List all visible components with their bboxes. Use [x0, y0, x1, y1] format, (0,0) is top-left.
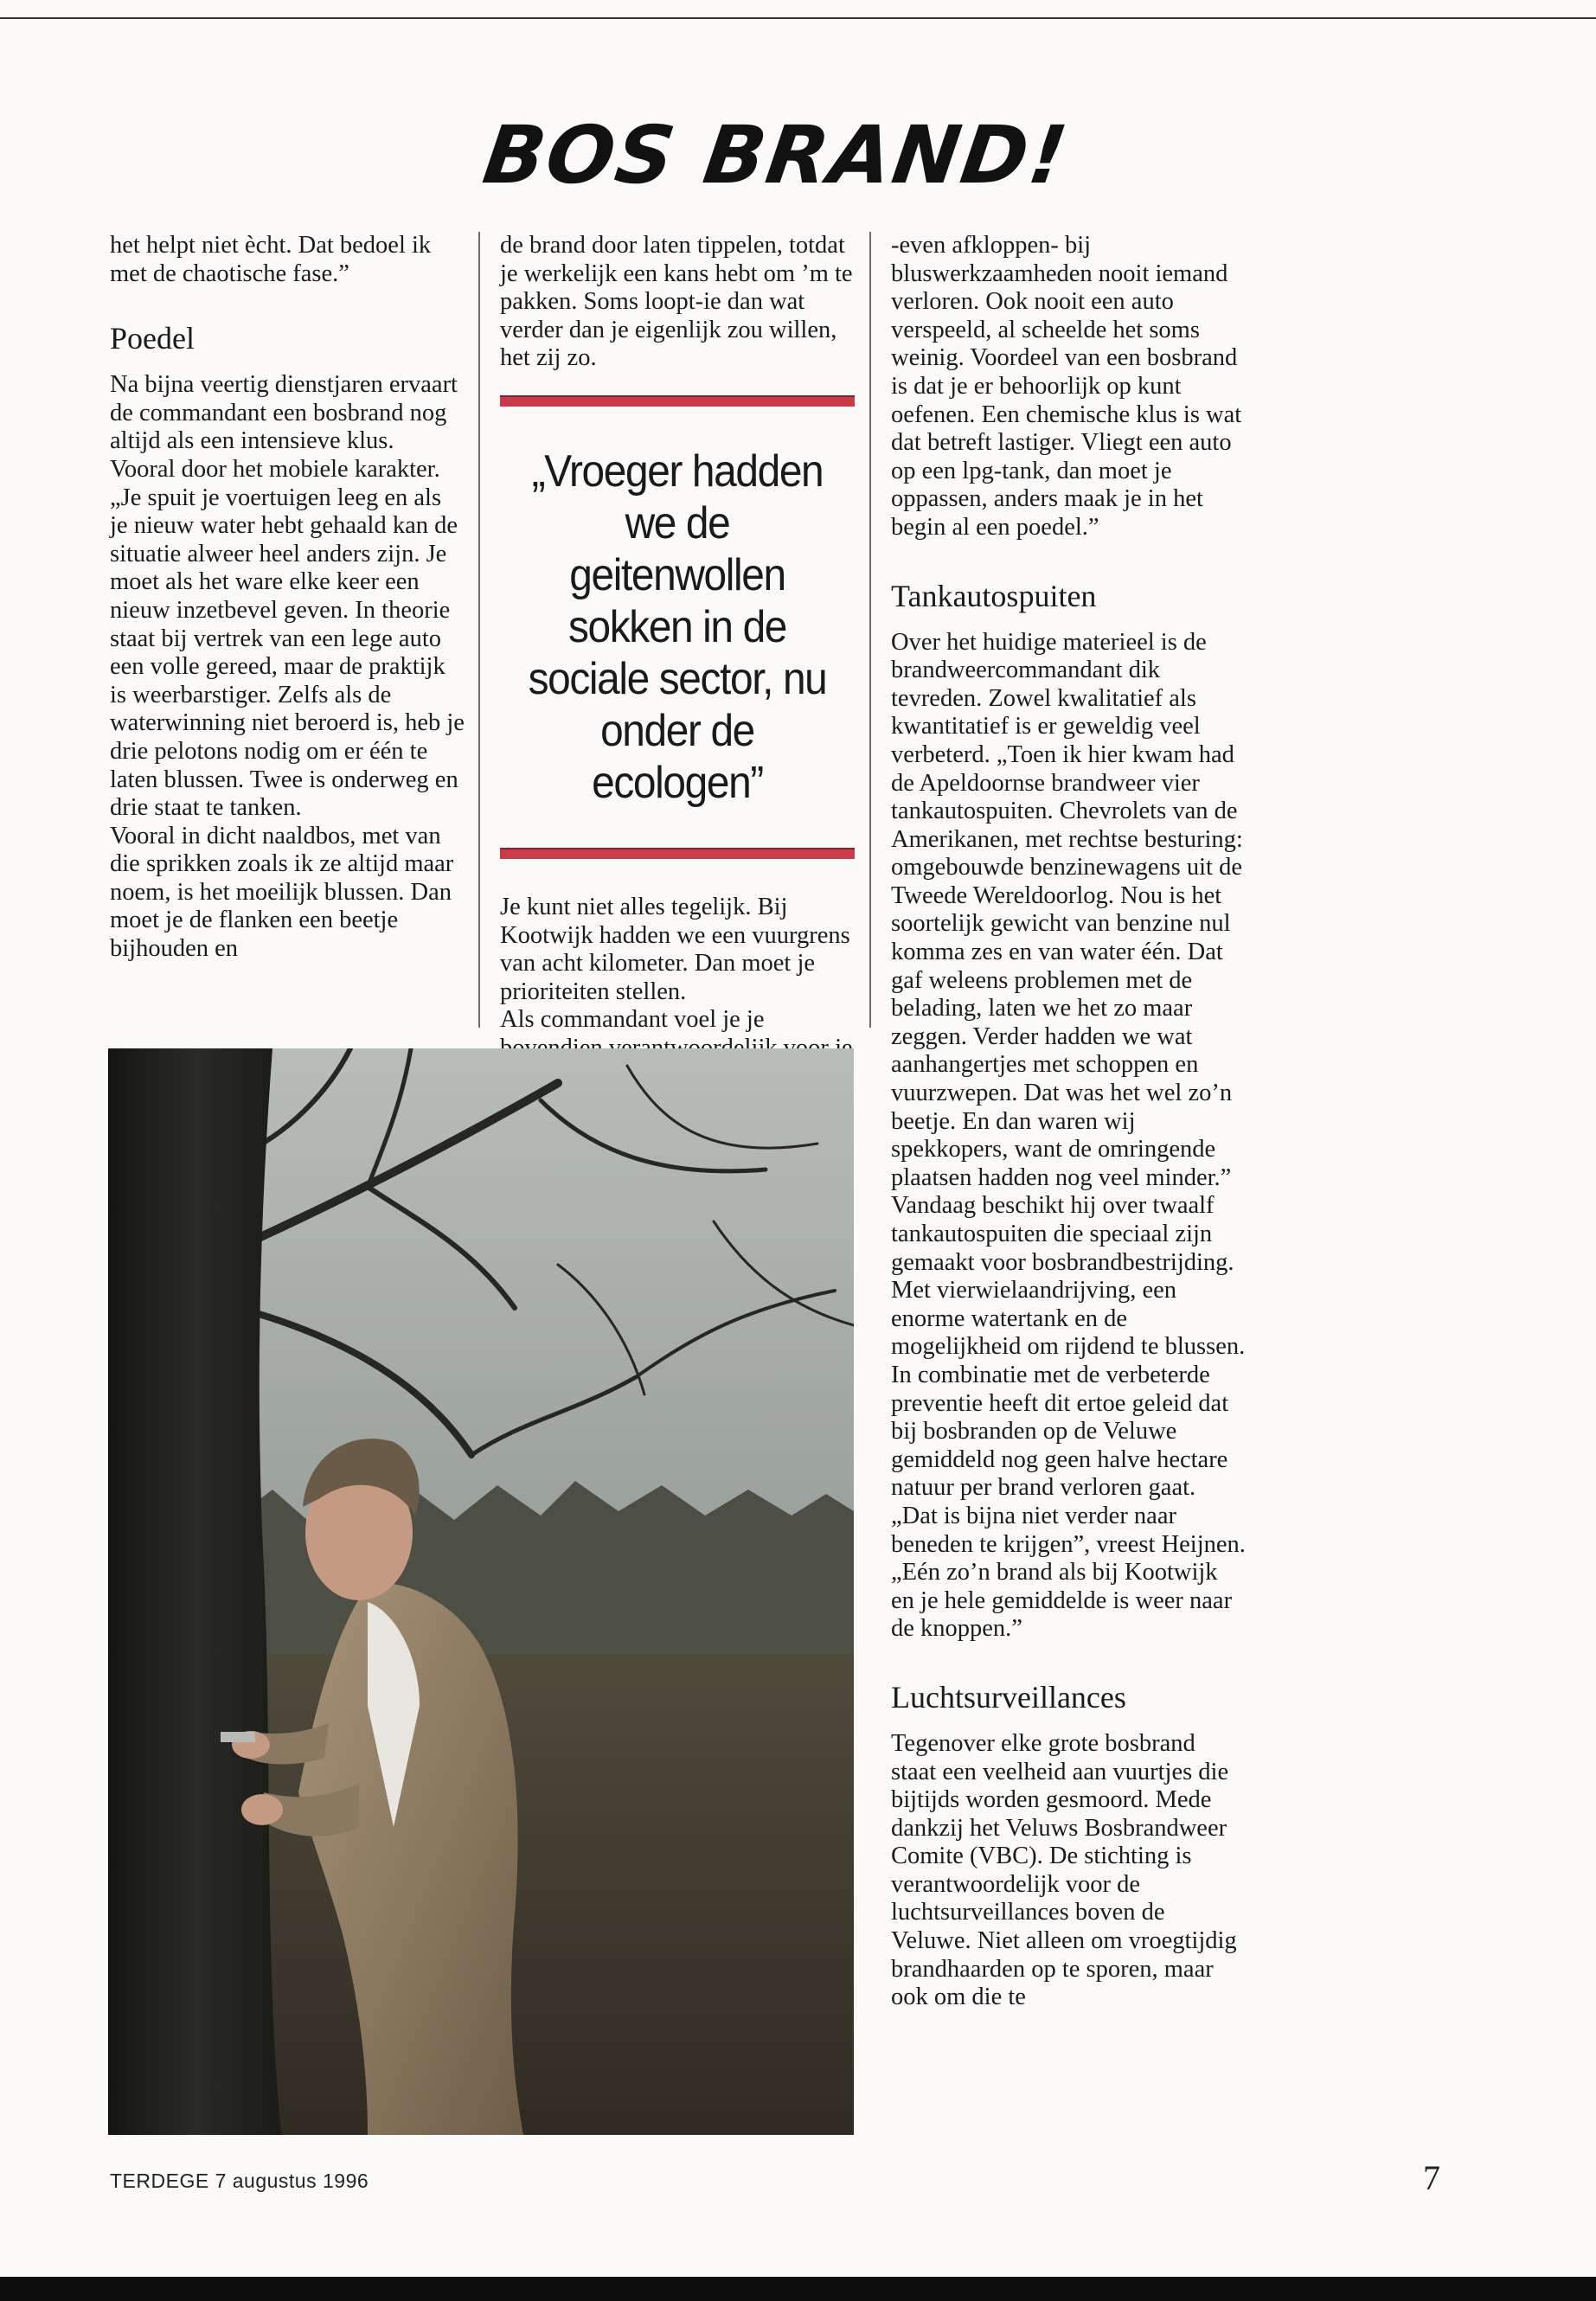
paragraph: het helpt niet ècht. Dat bedoel ik met de chaotische fase.” — [110, 232, 432, 287]
article-column-3 — [891, 232, 1246, 2012]
footer-publication: TERDEGE 7 augustus 1996 — [110, 2170, 369, 2192]
paragraph: Je kunt niet alles tegelijk. Bij Kootwijk hadden we een vuurgrens van acht kilometer. Dan moet je prioriteiten stellen. — [500, 893, 850, 1005]
pull-quote-rule-top — [500, 395, 855, 407]
paragraph: Vandaag beschikt hij over twaalf tankautospuiten die speciaal zijn gemaakt voor bosbrandbestrijding. Met vierwielaandrijving, een enorme watertank en de mogelijkheid om rijdend te blussen. In combinatie met de verbeterde preventie heeft dit ertoe geleid dat bij bosbranden op de Veluwe gemiddeld nog geen halve hectare natuur per brand verloren gaat. „Dat is bijna niet verder naar beneden te krijgen”, vreest Heijnen. „Eén zo’n brand als bij Kootwijk en je hele gemiddelde is weer naar de knoppen.” — [891, 1192, 1246, 1643]
page-number: 7 — [1423, 2158, 1440, 2197]
column-divider-2 — [869, 232, 871, 1028]
subheading-poedel: Poedel — [110, 321, 195, 356]
paragraph: Na bijna veertig dienstjaren ervaart de commandant een bosbrand nog altijd als een intensieve klus. Vooral door het mobiele karakter. „Je spuit je voertuigen leeg en als je nieuw water hebt gehaald kan de situatie alweer heel anders zijn. Je moet als het ware elke keer een nieuw inzetbevel geven. In theorie staat bij vertrek van een lege auto een volle gereed, maar de praktijk is weerbarstiger. Zelfs als de waterwinning niet beroerd is, heb je drie pelotons nodig om er één te laten blussen. Twee is onderweg en drie staat te tanken. — [110, 371, 465, 822]
top-rule — [0, 17, 1596, 19]
article-column-2 — [500, 232, 855, 1091]
column-divider-1 — [478, 232, 480, 1028]
paragraph: Tegenover elke grote bosbrand staat een veelheid aan vuurtjes die bijtijds worden gesmoord. Mede dankzij het Veluws Bosbrandweer Comite (VBC). De stichting is verantwoordelijk voor de luchtsurveillances boven de Veluwe. Niet alleen om vroegtijdig brandhaarden op te sporen, maar ook om die te — [891, 1729, 1237, 2011]
paragraph: de brand door laten tippelen, totdat je werkelijk een kans hebt om ’m te pakken. Soms loopt-ie dan wat verder dan je eigenlijk zou willen, het zij zo. — [500, 232, 853, 372]
section-masthead: BOS BRAND! — [478, 109, 1074, 202]
subheading-tankautospuiten: Tankautospuiten — [891, 578, 1097, 613]
pull-quote-rule-bottom — [500, 848, 855, 859]
paragraph: Als commandant voel je je — [500, 1006, 765, 1034]
paragraph: -even afkloppen- bij bluswerkzaamheden nooit iemand verloren. Ook nooit een auto verspeeld, al scheelde het soms weinig. Voordeel van een bosbrand is dat je er behoorlijk op kunt oefenen. Een chemische klus is wat dat betreft lastiger. Vliegt een auto op een lpg-tank, dan moet je oppassen, anders maak je in het begin al een poedel.” — [891, 232, 1242, 541]
photo-commandant-at-tree — [108, 1048, 854, 2135]
paragraph: Over het huidige materieel is de brandweercommandant dik tevreden. Zowel kwalitatief als kwantitatief is er geweldig veel verbeterd. „Toen ik hier kwam had de Apeldoornse brandweer vier tankautospuiten. Chevrolets van de Amerikanen, met rechtse besturing: omgebouwde benzinewagens uit de Tweede Wereldoorlog. Nou is het soortelijk gewicht van benzine nul komma zes en van water één. Dat gaf weleens problemen met de belading, laten we het zo maar zeggen. Verder hadden we wat aanhangertjes met schoppen en vuurzwepen. Dat was het wel zo’n beetje. En dan waren wij spekkopers, want de omringende plaatsen hadden nog veel minder.” — [891, 628, 1243, 1191]
article-column-1 — [110, 232, 465, 964]
paragraph: Vooral in dicht naaldbos, met van die sprikken zoals ik ze altijd maar noem, is het moeilijk blussen. Dan moet je de flanken een beetje bijhouden en — [110, 822, 454, 963]
pull-quote: „Vroeger hadden we de geitenwollen sokken in de sociale sector, nu onder de ecologen” — [528, 445, 827, 808]
bottom-bar — [0, 2277, 1596, 2301]
subheading-luchtsurveillances: Luchtsurveillances — [891, 1679, 1126, 1715]
